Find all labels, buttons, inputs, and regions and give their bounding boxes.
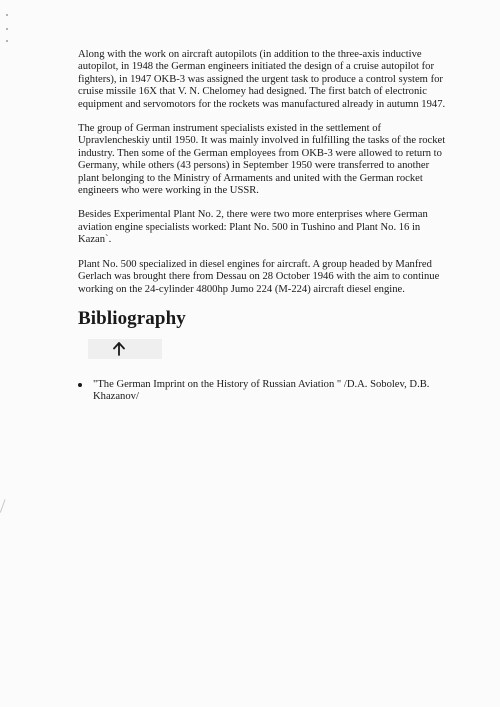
bullet-icon (78, 383, 82, 387)
back-to-top-button[interactable] (88, 339, 162, 359)
bibliography-heading: Bibliography (78, 307, 186, 329)
bibliography-item-text: "The German Imprint on the History of Russian Aviation " /D.A. Sobolev, D.B. Khazanov/ (93, 378, 430, 403)
bibliography-list (78, 379, 452, 404)
scan-edge-marks (6, 8, 12, 48)
scan-edge-scratch (0, 499, 11, 515)
arrow-up-icon (113, 342, 125, 356)
paragraph-plant-500: Plant No. 500 specialized in diesel engines for aircraft. A group headed by Manfred Gerlach was brought there from Dessau on 28 October 1946 with the aim to continue working on the 24-cylinder 4800hp Jumo 224 (M-224) aircraft diesel engine. (78, 258, 440, 295)
paragraph-autopilots: Along with the work on aircraft autopilots (in addition to the three-axis inductive autopilot, in 1948 the German engineers initiated the design of a cruise autopilot for fighters), in 1947 OKB-3 was assigned the urgent task to produce a control system for cruise missile 16X that V. N. Chelomey had designed. The first batch of electronic equipment and servomotors for the rockets was manufactured already in autumn 1947. (78, 49, 446, 110)
paragraph-instrument-specialists: The group of German instrument specialists existed in the settlement of Upravlencheskiy until 1950. It was mainly involved in fulfilling the tasks of the rocket industry. Then some of the German employees from OKB-3 were allowed to return to Germany, while others (43 persons) in September 1950 were transferred to another plant belonging to the Ministry of Armaments and united with the German rocket engineers who were working in the USSR. (78, 123, 446, 197)
document-body (78, 49, 452, 404)
bibliography-item (93, 379, 452, 404)
paragraph-engine-enterprises: Besides Experimental Plant No. 2, there were two more enterprises where German aviation engine specialists worked: Plant No. 500 in Tushino and Plant No. 16 in Kazan`. (78, 209, 428, 246)
